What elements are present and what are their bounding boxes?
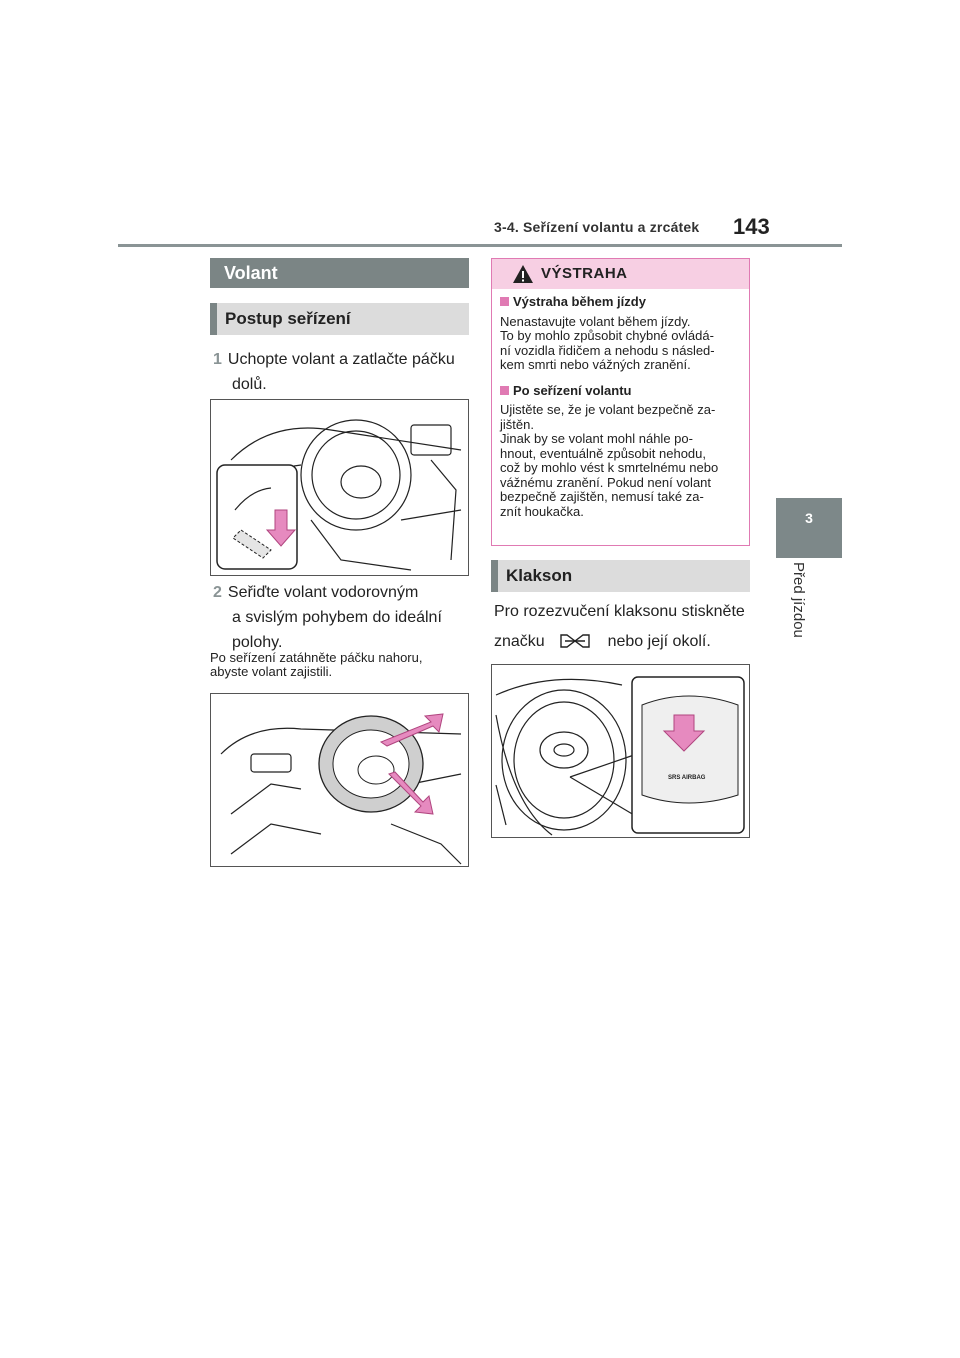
- warning-item2-line: Ujistěte se, že je volant bezpečně za-: [500, 402, 716, 417]
- warning-item2-title: [500, 384, 741, 399]
- warning-item2-line: hnout, eventuálně způsobit nehodu,: [500, 445, 707, 461]
- horn-icon: [559, 632, 591, 650]
- steering-adjust-illustration: [211, 694, 468, 866]
- warning-item2-line: což by mohlo vést k smrtelnému nebo: [500, 460, 719, 475]
- warning-item1-title-text: Výstraha během jízdy: [513, 294, 646, 309]
- warning-item1-line: Nenastavujte volant během jízdy.: [500, 313, 691, 329]
- step-2-line1: Seřiďte volant vodorovným: [227, 584, 419, 601]
- horn-illustration: [492, 665, 749, 837]
- header-divider: [118, 244, 842, 247]
- step-1-line2: dolů.: [232, 376, 267, 393]
- section-title-volant: Volant: [210, 258, 469, 288]
- warning-item2-line: bezpečně zajištěn, nemusí také za-: [500, 489, 704, 504]
- warning-title: VÝSTRAHA: [541, 265, 628, 282]
- step-1: [213, 347, 473, 397]
- warning-box: [491, 258, 750, 546]
- step-1-line1: Uchopte volant a zatlačte páčku: [227, 351, 455, 368]
- warning-item1-line: To by mohlo způsobit chybné ovládá-: [500, 328, 714, 343]
- step-2-number: 2: [213, 584, 222, 601]
- step-1-number: 1: [213, 351, 222, 368]
- horn-text-after-icon: nebo její okolí.: [607, 633, 711, 650]
- warning-item2-line: jištěn.: [500, 416, 534, 432]
- horn-text-line2: [494, 632, 711, 651]
- warning-item2-line: znít houkačka.: [500, 503, 584, 519]
- chapter-label: Před jízdou: [790, 562, 807, 638]
- step-2-line3: polohy.: [232, 634, 283, 651]
- figure-horn: [491, 664, 750, 838]
- subsection-title-postup: Postup seřízení: [210, 303, 469, 335]
- warning-item1-title: [500, 295, 741, 310]
- warning-item2-line: Jinak by se volant mohl náhle po-: [500, 431, 693, 446]
- step-2: [213, 580, 473, 655]
- figure-steering-lever: [210, 399, 469, 576]
- horn-text-line1: Pro rozezvučení klaksonu stiskněte: [494, 603, 745, 620]
- warning-header: [492, 259, 749, 289]
- airbag-label: SRS AIRBAG: [668, 775, 706, 781]
- warning-triangle-icon: [512, 264, 534, 284]
- bullet-square-icon: [500, 386, 509, 395]
- chapter-number: 3: [805, 510, 813, 526]
- note-line1: Po seřízení zatáhněte páčku nahoru,: [210, 650, 423, 665]
- note-line2: abyste volant zajistili.: [210, 664, 333, 679]
- steering-lever-illustration: [211, 400, 468, 575]
- header-section-title: 3-4. Seřízení volantu a zrcátek: [494, 219, 700, 235]
- note: [210, 651, 472, 679]
- horn-text-before-icon: značku: [494, 633, 545, 650]
- page-number: 143: [733, 214, 770, 239]
- bullet-square-icon: [500, 297, 509, 306]
- warning-item1-line: ní vozidla řidičem a nehodu s násled-: [500, 342, 715, 358]
- warning-item2-title-text: Po seřízení volantu: [513, 382, 632, 398]
- figure-steering-adjust: [210, 693, 469, 867]
- section-title-klakson: Klakson: [491, 560, 750, 592]
- step-2-line2: a svislým pohybem do ideální: [232, 609, 442, 626]
- warning-item2-line: vážnému zranění. Pokud není volant: [500, 474, 712, 490]
- chapter-tab: [776, 498, 842, 558]
- warning-item1-line: kem smrti nebo vážných zranění.: [500, 357, 691, 372]
